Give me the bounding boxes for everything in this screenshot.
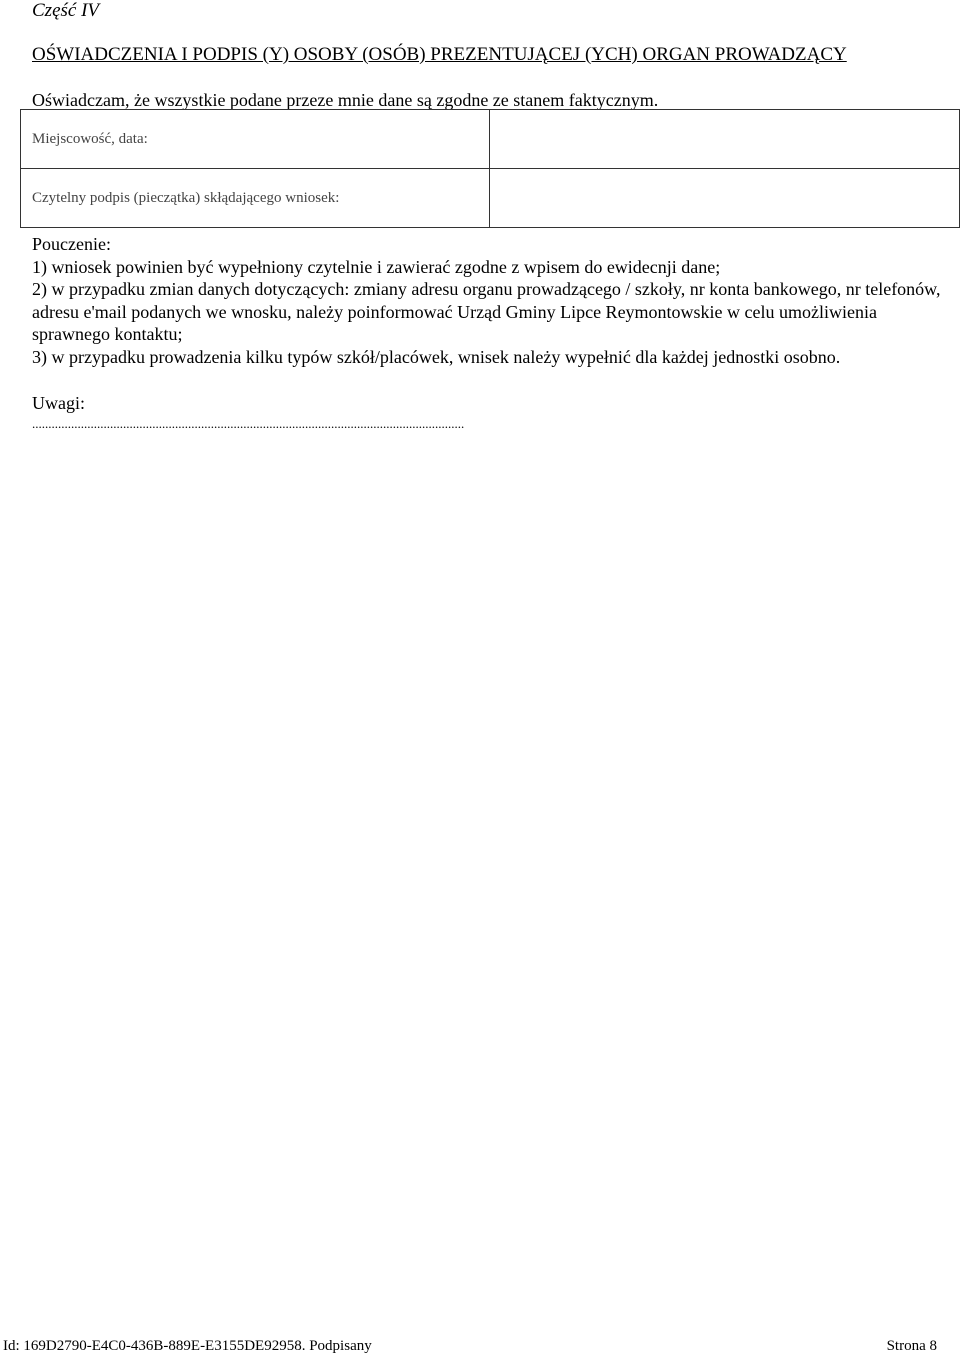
page-number: Strona 8 [886,1338,937,1354]
section-heading: OŚWIADCZENIA I PODPIS (Y) OSOBY (OSÓB) PREZENTUJĄCEJ (YCH) ORGAN PROWADZĄCY [32,44,847,65]
table-row [21,169,960,228]
notice-section [32,233,947,368]
notes-section [32,392,464,434]
notes-dotted-line: ..................................................................................................................................... [32,416,465,431]
notice-item-3: 3) w przypadku prowadzenia kilku typów szkół/placówek, wnisek należy wypełnić dla każdej jednostki osobno. [32,346,841,367]
table-row [21,110,960,169]
signature-field[interactable] [490,169,960,228]
signature-table [20,109,960,228]
notice-heading: Pouczenie: [32,234,111,254]
part-title: Część IV [32,0,100,21]
declaration-text: Oświadczam, że wszystkie podane przeze mnie dane są zgodne ze stanem faktycznym. [32,90,659,110]
document-id-footer: Id: 169D2790-E4C0-436B-889E-E3155DE92958. Podpisany [3,1338,372,1354]
notes-label: Uwagi: [32,393,85,413]
notice-item-2: 2) w przypadku zmian danych dotyczących: zmiany adresu organu prowadzącego / szkoły, nr konta bankowego, nr telefonów, adresu e'mail podanych we wnosku, należy poinformować Urząd Gminy Lipce Reymontowskie w celu umożliwienia sprawnego kontaktu; [32,279,941,344]
place-date-label: Miejscowość, data: [21,110,490,169]
place-date-field[interactable] [490,110,960,169]
notice-item-1: 1) wniosek powinien być wypełniony czytelnie i zawierać zgodne z wpisem do ewidecnji dane; [32,256,721,277]
signature-label: Czytelny podpis (pieczątka) skłądającego wniosek: [21,169,490,228]
